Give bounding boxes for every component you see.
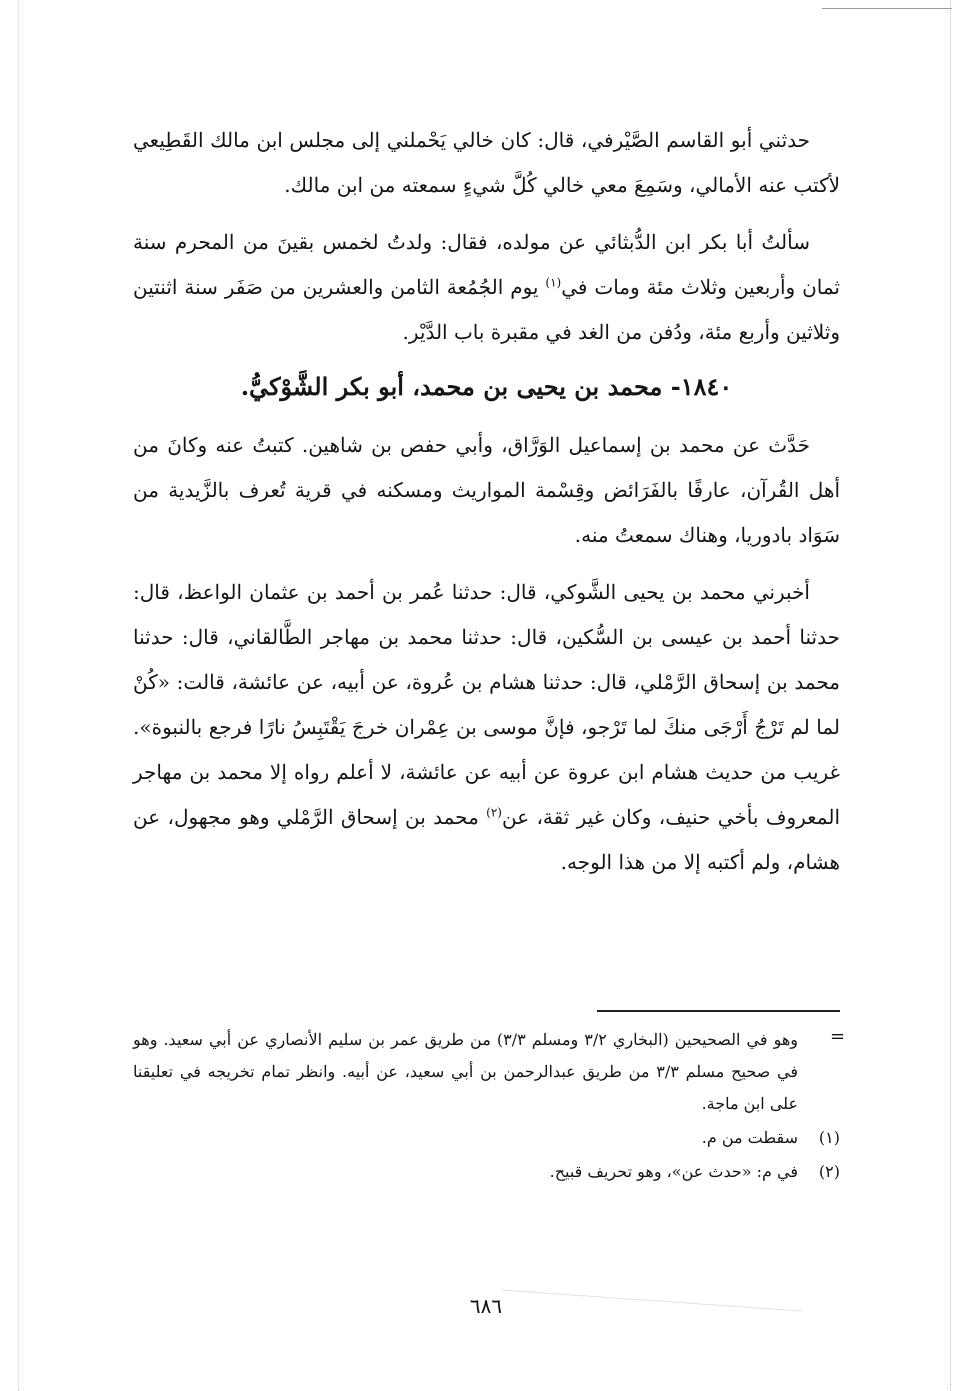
footnote-2 [133, 1156, 840, 1188]
scan-edge-line [950, 0, 952, 1391]
page-number: ٦٨٦ [469, 1294, 503, 1318]
footnote-ref[interactable]: (٢) [486, 805, 502, 820]
scan-edge-line [18, 0, 20, 1391]
paragraph: حَدَّث عن محمد بن إسماعيل الوَرَّاق، وأبي حفص بن شاهين. كتبتُ عنه وكانَ من أهل القُرآن، عارفًا بالفَرَائض وقِسْمة المواريث ومسكنه في قرية تُعرف بالزَّيدية من سَوَاد بادوريا، وهناك سمعتُ منه. [133, 433, 840, 547]
footnote-ref[interactable]: (١) [545, 275, 562, 290]
paragraph-text: يوم الجُمُعة الثامن والعشرين من صَفَر سنة اثنتين وثلاثين وأربع مئة، ودُفن من الغد في مقبرة باب الدَّيْر. [133, 275, 840, 344]
scan-edge-line [499, 1290, 801, 1352]
main-text [133, 118, 840, 885]
paragraph: حدثني أبو القاسم الصَّيْرفي، قال: كان خالي يَحْملني إلى مجلس ابن مالك القَطِيعي لأكتب عنه الأمالي، وسَمِعَ معي خالي كُلَّ شيءٍ سمعته من ابن مالك. [133, 128, 840, 197]
paragraph [133, 220, 840, 355]
scan-edge-line [822, 8, 952, 9]
footnotes [133, 1024, 840, 1188]
footnote-1 [133, 1122, 840, 1154]
footnote-number: (١) [818, 1128, 840, 1147]
footnote-text: سقطت من م. [701, 1128, 798, 1147]
footnote-number: (٢) [818, 1162, 840, 1181]
paragraph-text: أخبرني محمد بن يحيى الشَّوكي، قال: حدثنا عُمر بن أحمد بن عثمان الواعظ، قال: حدثنا أحمد بن عيسى بن السُّكين، قال: حدثنا محمد بن مهاجر الطَّالقاني، قال: حدثنا محمد بن إسحاق الرَّمْلي، قال: حدثنا هشام بن عُروة، عن أبيه، عن عائشة، قالت: «كُنْ لما لم تَرْجُ أَرْجَى منكَ لما تَرْجو، فإنَّ موسى بن عِمْران خرجَ يَقْتَبِسُ نارًا فرجع بالنبوة». غريب من حديث هشام ابن عروة عن أبيه عن عائشة، لا أعلم رواه إلا محمد بن مهاجر المعروف بأخي حنيف، وكان غير ثقة، عن [133, 580, 841, 829]
footnote-text: في م: «حدث عن»، وهو تحريف قبيح. [549, 1162, 798, 1181]
paragraph-text: محمد بن إسحاق الرَّمْلي وهو مجهول، عن هشام، ولم أكتبه إلا من هذا الوجه. [133, 805, 840, 874]
entry-heading: ١٨٤٠- محمد بن يحيى بن محمد، أبو بكر الشَّوْكيُّ. [240, 372, 733, 401]
footnote-continuation-marker: = [830, 1026, 846, 1047]
footnote-separator [597, 1010, 840, 1012]
footnote-continuation: وهو في الصحيحين (البخاري ٣/٢ ومسلم ٣/٣) من طريق عمر بن سليم الأنصاري عن أبي سعيد. وهو في صحيح مسلم ٣/٣ من طريق عبدالرحمن بن أبي سعيد، عن أبيه. وانظر تمام تخريجه في تعليقنا على ابن ماجة. [133, 1030, 799, 1113]
paragraph-text: سألتُ أبا بكر ابن الدُّبثائي عن مولده، فقال: ولدتُ لخمس بقينَ من المحرم سنة ثمان وأربعين وثلاث مئة ومات في [133, 230, 840, 299]
paragraph [133, 570, 840, 885]
